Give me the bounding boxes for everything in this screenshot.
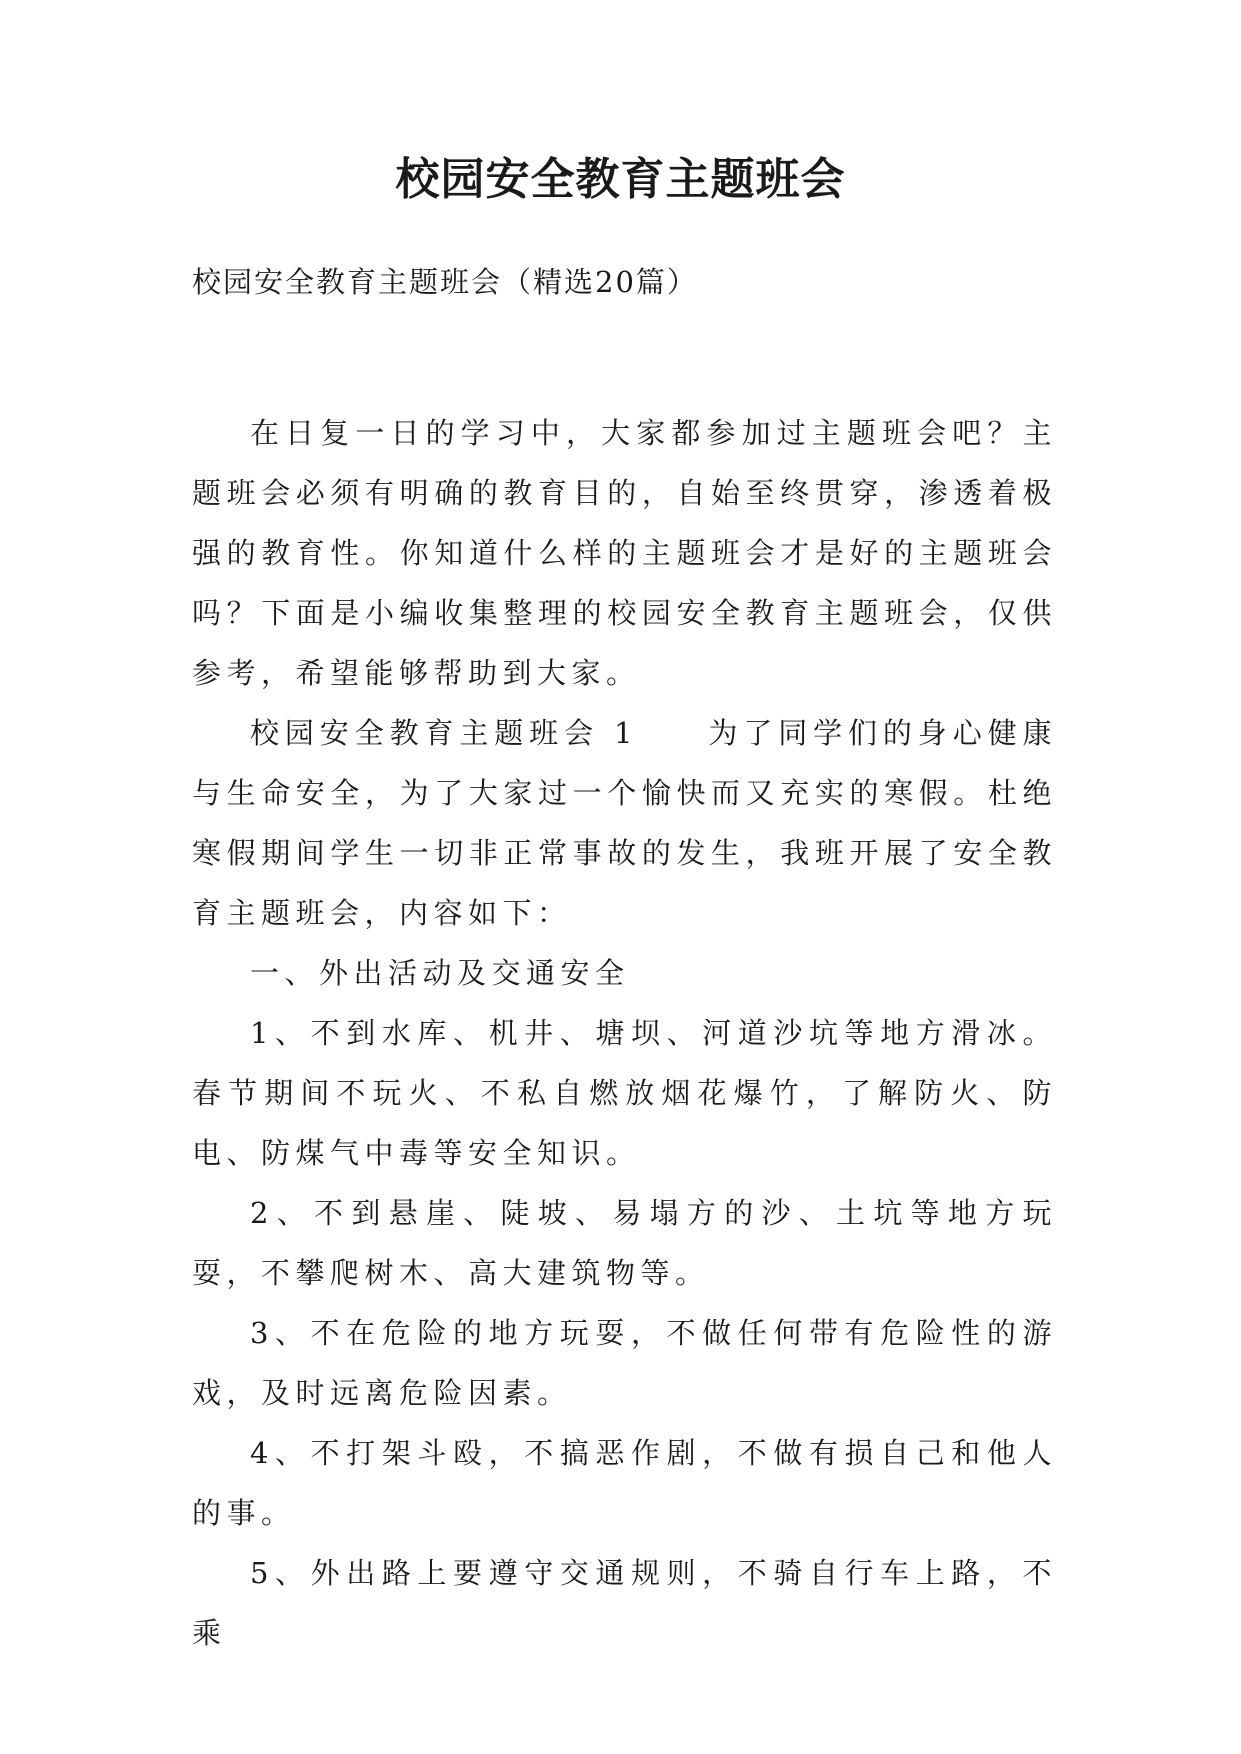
- list-item: 1、不到水库、机井、塘坝、河道沙坑等地方滑冰。春节期间不玩火、不私自燃放烟花爆竹，了解防火、防电、防煤气中毒等安全知识。: [192, 1016, 1057, 1170]
- list-item: 3、不在危险的地方玩耍，不做任何带有危险性的游戏，及时远离危险因素。: [192, 1316, 1057, 1410]
- document-body: [192, 403, 1057, 1663]
- list-item: 4、不打架斗殴，不搞恶作剧，不做有损自己和他人的事。: [192, 1436, 1057, 1530]
- part-1-heading: 一、外出活动及交通安全: [250, 956, 630, 990]
- section-1-text: 为了同学们的身心健康与生命安全，为了大家过一个愉快而又充实的寒假。杜绝寒假期间学生一切非正常事故的发生，我班开展了安全教育主题班会，内容如下：: [192, 716, 1057, 930]
- intro-paragraph: 在日复一日的学习中，大家都参加过主题班会吧？主题班会必须有明确的教育目的，自始至终贯穿，渗透着极强的教育性。你知道什么样的主题班会才是好的主题班会吗？下面是小编收集整理的校园安全教育主题班会，仅供参考，希望能够帮助到大家。: [192, 416, 1057, 690]
- list-item: 5、外出路上要遵守交通规则，不骑自行车上路，不乘: [192, 1556, 1057, 1650]
- section-1-paragraph: [192, 703, 1057, 943]
- document-subtitle: 校园安全教育主题班会（精选20篇）: [192, 265, 698, 299]
- document-title: 校园安全教育主题班会: [395, 154, 846, 205]
- section-1-heading: 校园安全教育主题班会 1: [250, 716, 639, 750]
- list-item: 2、不到悬崖、陡坡、易塌方的沙、土坑等地方玩耍，不攀爬树木、高大建筑物等。: [192, 1196, 1057, 1290]
